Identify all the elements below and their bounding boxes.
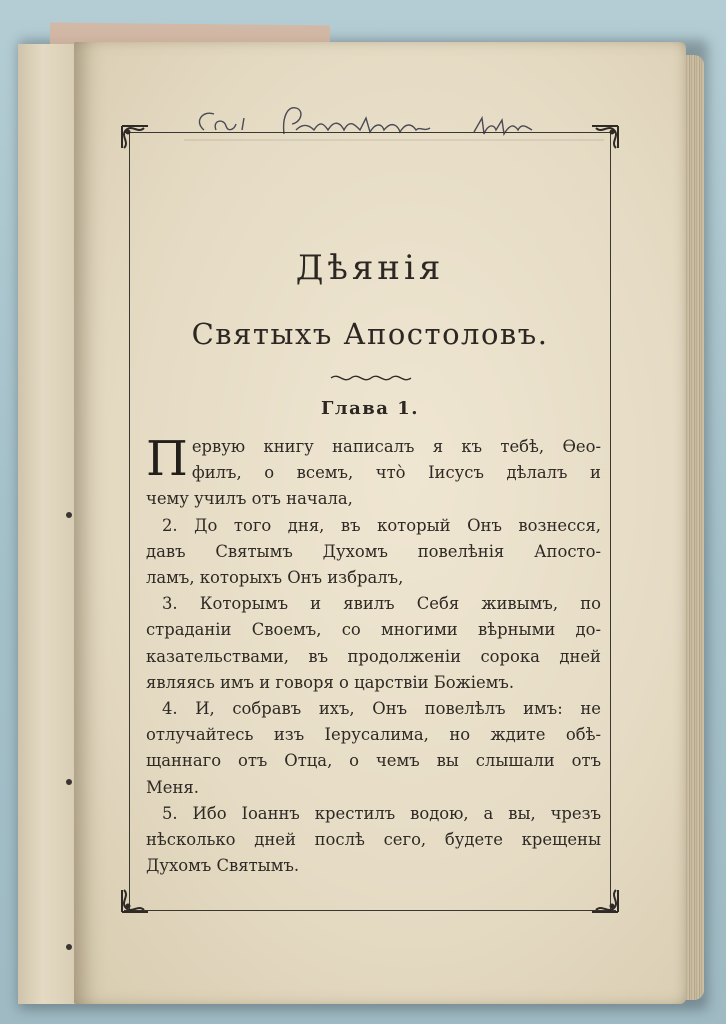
- text-line: филъ, о всемъ, что̀ Іисусъ дѣлалъ и: [191, 463, 601, 483]
- binding-hole: [66, 512, 72, 518]
- text-line: 5. Ибо Іоаннъ крестилъ водою, а вы, чрезъ: [162, 803, 601, 823]
- text-line: чему училъ отъ начала,: [146, 489, 353, 509]
- corner-ornament-icon: [118, 888, 152, 916]
- book-page: [74, 42, 686, 1004]
- binding-hole: [66, 779, 72, 785]
- chapter-text: [146, 431, 601, 879]
- text-line: ервую книгу написалъ я къ тебѣ, Ѳеo-: [191, 437, 601, 456]
- corner-ornament-icon: [588, 888, 622, 916]
- text-line: страданіи Своемъ, со многими вѣрными до-: [146, 620, 601, 640]
- verse-3: [146, 591, 601, 696]
- binding-hole: [66, 944, 72, 950]
- verse-1: [146, 431, 601, 513]
- previous-page-edge: [18, 44, 82, 1004]
- text-line: являясь имъ и говоря о царствіи Божіемъ.: [146, 672, 515, 692]
- text-line: давъ Святымъ Духомъ повелѣнія Апосто-: [146, 541, 601, 561]
- frame-bottom-rule: [124, 910, 616, 911]
- text-line: 4. И, собравъ ихъ, Онъ повелѣлъ имъ: не: [162, 699, 601, 719]
- book-title-line1: Дѣянія: [295, 248, 445, 288]
- text-line: Духомъ Святымъ.: [146, 856, 300, 876]
- drop-cap: П: [146, 431, 188, 487]
- verse-5: [146, 801, 601, 880]
- chapter-heading: Глава 1.: [320, 398, 419, 419]
- text-line: 3. Которымъ и явилъ Себя живымъ, по: [162, 594, 601, 614]
- text-line: отлучайтесь изъ Іерусалима, но ждите обѣ-: [146, 725, 601, 745]
- decorative-divider: [329, 372, 413, 384]
- text-line: 2. До того дня, въ который Онъ вознесся,: [162, 515, 601, 535]
- verse-2: [146, 513, 601, 592]
- corner-ornament-icon: [118, 122, 152, 150]
- text-line: ламъ, которыхъ Онъ избралъ,: [146, 568, 404, 588]
- text-line: казательствами, въ продолженіи сорока дней: [146, 646, 601, 666]
- text-line: щаннаго отъ Отца, о чемъ вы слышали отъ: [146, 751, 601, 771]
- book-title-line2: Святыхъ Апостоловъ.: [191, 317, 549, 351]
- corner-ornament-icon: [588, 122, 622, 150]
- verse-4: [146, 696, 601, 801]
- text-line: Меня.: [146, 777, 199, 797]
- text-line: нѣсколько дней послѣ сего, будете крещены: [146, 830, 601, 850]
